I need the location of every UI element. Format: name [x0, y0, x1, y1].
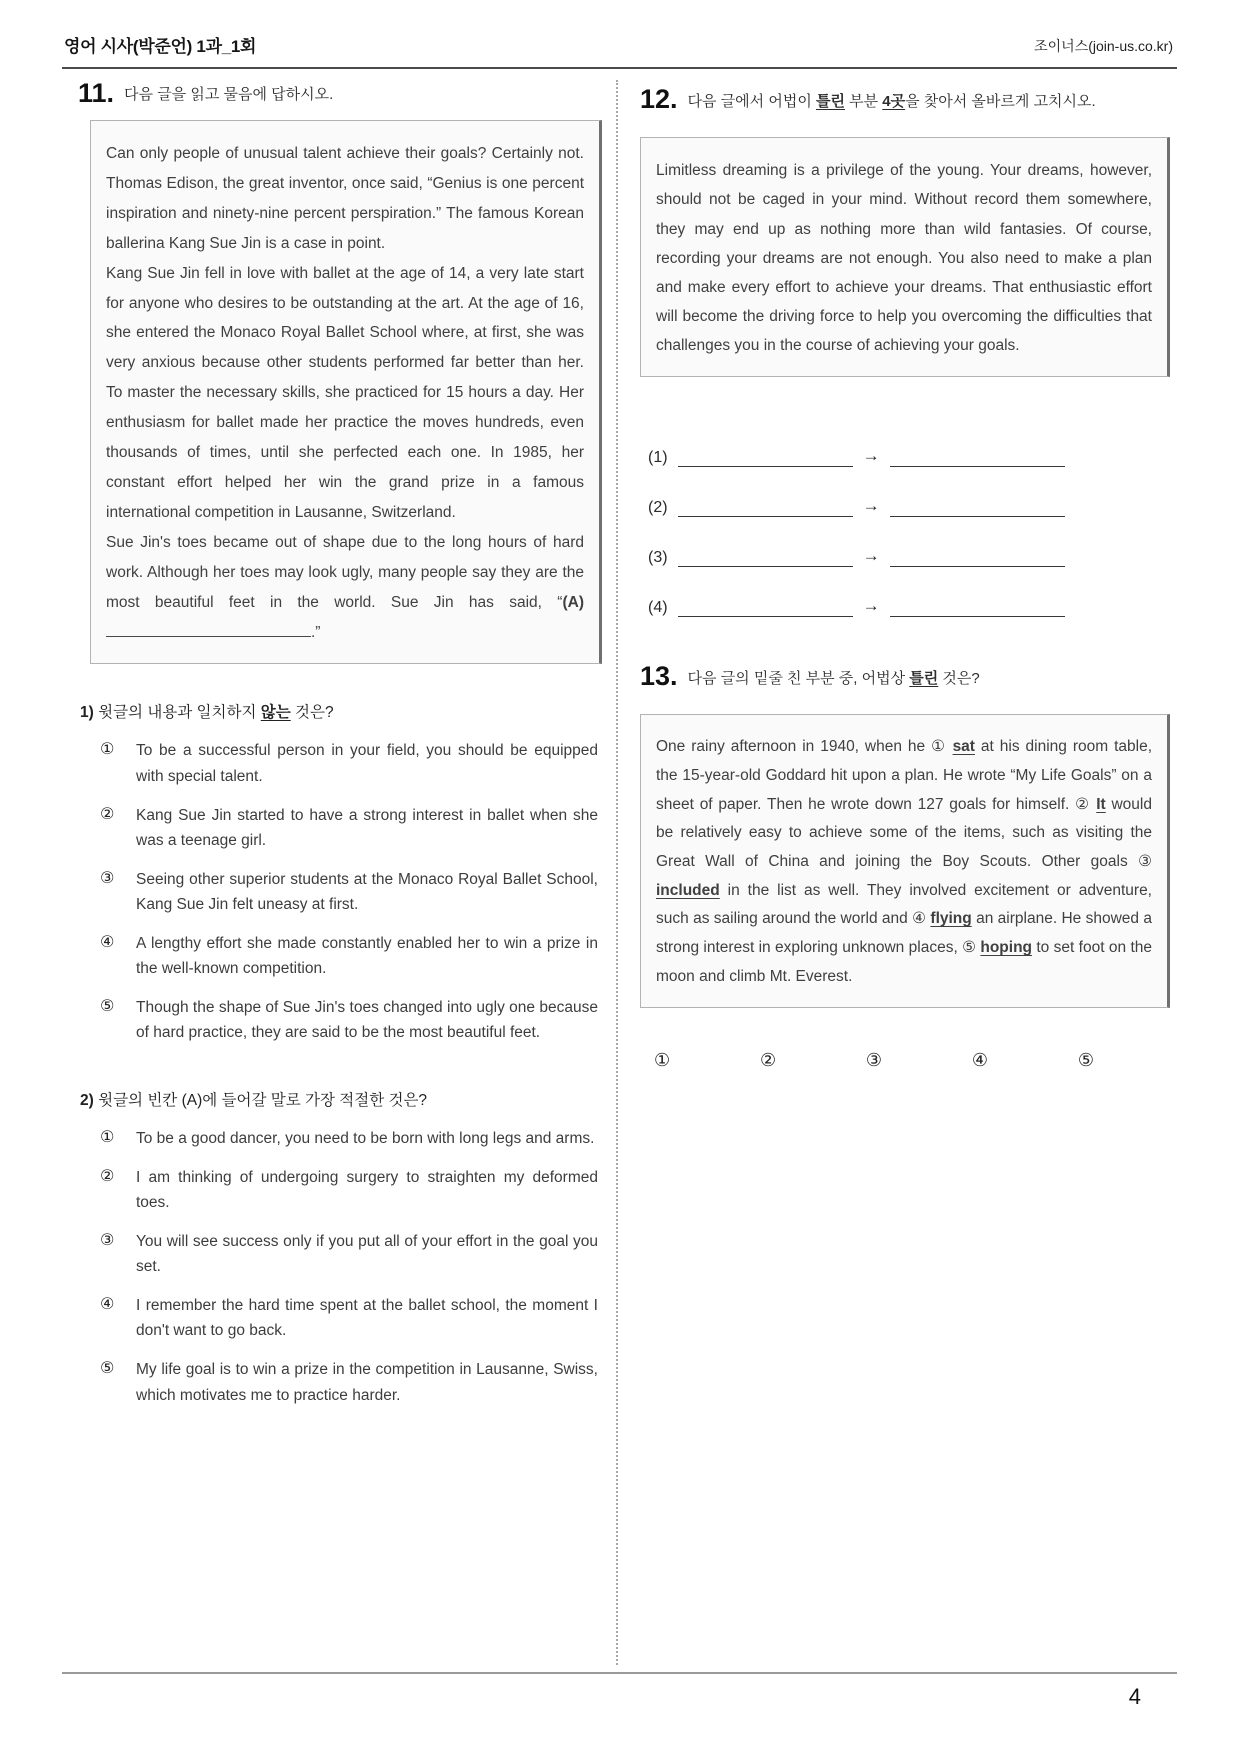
answer-option	[100, 1229, 602, 1280]
answer-option	[100, 867, 602, 918]
option-text: You will see success only if you put all of your effort in the goal you set.	[136, 1232, 598, 1276]
q13-heading	[640, 653, 1168, 700]
answer-blank-line	[678, 498, 853, 517]
option-number-icon: ②	[100, 805, 115, 823]
arrow-icon: →	[862, 546, 880, 566]
option-text: I remember the hard time spent at the ballet school, the moment I don't want to go back.	[136, 1296, 598, 1340]
option-text: My life goal is to win a prize in the competition in Lausanne, Swiss, which motivates me to practice harder.	[136, 1360, 598, 1404]
q13-choices-row	[654, 1050, 1094, 1071]
answer-option	[100, 1293, 602, 1344]
answer-row	[648, 491, 1168, 517]
q11-subquestion-1	[80, 700, 602, 722]
q11-heading	[78, 80, 602, 107]
q11-prompt: 다음 글을 읽고 물음에 답하시오.	[124, 86, 334, 103]
q12-heading	[640, 76, 1168, 123]
q11-passage-paragraph-1: Can only people of unusual talent achieve their goals? Certainly not. Thomas Edison, the great inventor, once said, “Genius is one percent inspiration and ninety-nine percent perspiration.” The famous Korean ballerina Kang Sue Jin is a case in point.	[106, 145, 584, 252]
q11-sub2-options	[100, 1126, 602, 1408]
answer-blank-line	[890, 448, 1065, 467]
answer-row-label: (1)	[648, 449, 668, 467]
q11-sub1-prompt: 윗글의 내용과 일치하지 않는 것은?	[98, 704, 334, 722]
option-number-icon: ④	[100, 933, 115, 951]
column-divider	[616, 80, 618, 1665]
answer-option	[100, 738, 602, 789]
option-text: To be a successful person in your field, you should be equipped with special talent.	[136, 742, 598, 785]
option-number-icon: ③	[100, 1231, 115, 1249]
option-text: Kang Sue Jin started to have a strong interest in ballet when she was a teenage girl.	[136, 806, 598, 850]
answer-option	[100, 931, 602, 982]
option-text: To be a good dancer, you need to be born with long legs and arms.	[136, 1130, 595, 1148]
option-text: Though the shape of Sue Jin's toes changed into ugly one because of hard practice, they are said to be the most beautiful feet.	[136, 998, 598, 1042]
option-text: Seeing other superior students at the Monaco Royal Ballet School, Kang Sue Jin felt uneasy at first.	[136, 870, 598, 914]
q11-sub2-prompt: 윗글의 빈칸 (A)에 들어갈 말로 가장 적절한 것은?	[98, 1092, 428, 1110]
q12-answer-rows	[648, 441, 1168, 617]
q13-passage: One rainy afternoon in 1940, when he ① sat at his dining room table, the 15-year-old Goddard hit upon a plan. He wrote “My Life Goals” on a sheet of paper. Then he wrote down 127 goals for himself. ② It would be relatively easy to achieve some of the items, such as visiting the Great Wall of China and joining the Boy Scouts. Other goals ③ included in the list as well. They involved excitement or adventure, such as sailing around the world and ④ flying an airplane. He showed a strong interest in exploring unknown places, ⑤ hoping to set foot on the moon and climb Mt. Everest.	[656, 738, 1152, 985]
answer-blank-line	[678, 448, 853, 467]
q11-sub1-options	[100, 738, 602, 1046]
answer-row-label: (4)	[648, 599, 668, 617]
answer-option	[100, 1126, 602, 1152]
answer-row	[648, 441, 1168, 467]
choice-number-icon: ①	[654, 1050, 671, 1071]
option-number-icon: ⑤	[100, 1359, 115, 1377]
q12-passage: Limitless dreaming is a privilege of the young. Your dreams, however, should not be caged in your mind. Without record them somewhere, they may end up as nothing more than wild fantasies. Of course, recording your dreams are not enough. You also need to make a plan and make every effort to achieve your dreams. That enthusiastic effort will become the driving force to help you overcoming the difficulties that challenges you in the course of achieving your goals.	[656, 162, 1152, 354]
answer-blank-line	[678, 598, 853, 617]
answer-option	[100, 803, 602, 854]
q12-prompt: 다음 글에서 어법이 틀린 부분 4곳을 찾아서 올바르게 고치시오.	[687, 93, 1096, 110]
q11-passage-paragraph-3: Sue Jin's toes became out of shape due to the long hours of hard work. Although her toes may look ugly, many people say they are the most beautiful feet in the world. Sue Jin has said, “(A) .”	[106, 533, 584, 641]
option-number-icon: ①	[100, 741, 115, 759]
left-column	[62, 80, 602, 1421]
q11-sub1-label: 1)	[80, 704, 94, 722]
answer-option	[100, 1357, 602, 1408]
answer-blank-line	[890, 548, 1065, 567]
answer-blank-line	[890, 598, 1065, 617]
choice-number-icon: ③	[865, 1050, 883, 1071]
option-number-icon: ③	[100, 869, 115, 887]
document-title: 영어 시사(박준언) 1과_1회	[64, 37, 257, 56]
arrow-icon: →	[862, 496, 880, 516]
option-text: A lengthy effort she made constantly enabled her to win a prize in the well-known competition.	[136, 934, 598, 978]
q11-passage-box	[90, 120, 602, 664]
header-rule	[62, 67, 1177, 69]
answer-row	[648, 591, 1168, 617]
option-number-icon: ②	[100, 1167, 115, 1185]
answer-option	[100, 1165, 602, 1216]
answer-row-label: (3)	[648, 549, 668, 567]
answer-blank-line	[890, 498, 1065, 517]
q13-prompt: 다음 글의 밑줄 친 부분 중, 어법상 틀린 것은?	[687, 670, 980, 688]
answer-option	[100, 995, 602, 1046]
q12-number: 12.	[640, 84, 678, 114]
q11-number: 11.	[78, 78, 115, 108]
option-text: I am thinking of undergoing surgery to straighten my deformed toes.	[136, 1168, 598, 1212]
answer-row	[648, 541, 1168, 567]
site-credit: 조이너스(join-us.co.kr)	[1034, 38, 1173, 54]
footer-rule	[62, 1672, 1177, 1674]
choice-number-icon: ④	[971, 1050, 988, 1071]
option-number-icon: ①	[100, 1129, 115, 1147]
option-number-icon: ⑤	[100, 997, 115, 1015]
answer-row-label: (2)	[648, 499, 668, 517]
choice-number-icon: ⑤	[1077, 1050, 1094, 1071]
option-number-icon: ④	[100, 1295, 115, 1313]
q11-passage-paragraph-2: Kang Sue Jin fell in love with ballet at the age of 14, a very late start for anyone who desires to be outstanding at the art. At the age of 16, she entered the Monaco Royal Ballet School where, at first, she was very anxious because other students performed far better than her. To master the necessary skills, she practiced for 15 hours a day. Her enthusiasm for ballet made her practice the moves hundreds, even thousands of times, until she perfected each one. In 1985, her constant effort helped her win the grand prize in a famous international competition in Lausanne, Switzerland.	[106, 264, 584, 521]
q11-subquestion-2	[80, 1088, 602, 1110]
q13-passage-box	[640, 714, 1170, 1008]
right-column	[640, 76, 1168, 1071]
page-number: 4	[1128, 1684, 1141, 1709]
arrow-icon: →	[862, 446, 880, 466]
q12-passage-box	[640, 137, 1170, 377]
q13-number: 13.	[640, 661, 678, 692]
choice-number-icon: ②	[759, 1050, 777, 1071]
answer-blank-line	[678, 548, 853, 567]
q11-sub2-label: 2)	[80, 1092, 94, 1110]
arrow-icon: →	[862, 596, 880, 616]
